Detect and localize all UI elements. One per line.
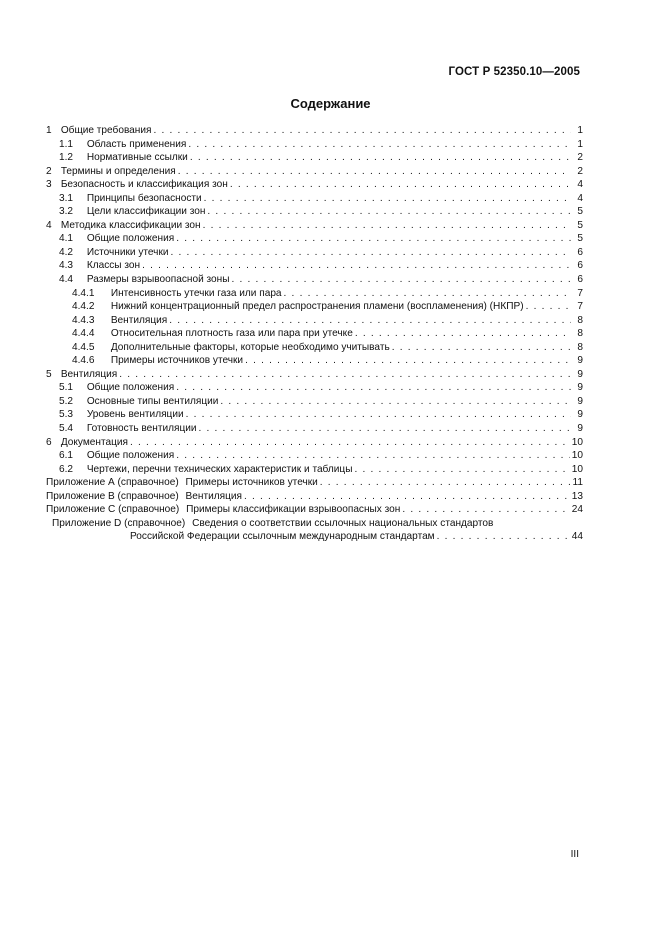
toc-entry-number: 1.1 xyxy=(59,138,74,150)
toc-appendix-entry-continued[interactable] xyxy=(46,530,583,544)
toc-entry[interactable] xyxy=(46,314,583,328)
toc-entry-title: Дополнительные факторы, которые необходимо учитывать xyxy=(110,341,390,353)
toc-entry-page: 9 xyxy=(577,395,583,407)
toc-entry-title: Уровень вентиляции xyxy=(86,409,184,421)
toc-entry-page: 6 xyxy=(577,274,583,286)
toc-entry[interactable] xyxy=(46,408,583,422)
toc-entry[interactable] xyxy=(46,300,583,314)
document-code: ГОСТ Р 52350.10—2005 xyxy=(448,66,580,78)
toc-entry-number: 3 xyxy=(46,179,52,191)
toc-entry[interactable] xyxy=(46,259,583,273)
toc-leader-dots xyxy=(220,395,571,409)
toc-entry-number: 5.1 xyxy=(59,382,74,394)
toc-leader-dots xyxy=(245,354,571,368)
toc-entry[interactable] xyxy=(46,449,583,463)
toc-entry-page: 5 xyxy=(577,233,583,245)
toc-entry-number: Приложение С (справочное) xyxy=(46,504,180,516)
toc-appendix-entry[interactable] xyxy=(46,476,583,490)
toc-entry-title: Нижний концентрационный предел распространения пламени (воспламенения) (НКПР) xyxy=(110,301,524,313)
toc-entry-number: 4.4.6 xyxy=(72,355,95,367)
toc-entry-title: Безопасность и классификация зон xyxy=(60,179,228,191)
toc-entry-number: 4.4.4 xyxy=(72,328,95,340)
toc-entry-title: Общие требования xyxy=(60,125,152,136)
toc-entry-page: 9 xyxy=(577,423,583,435)
toc-entry-number: 4.4 xyxy=(59,274,74,286)
toc-entry-number: 5.4 xyxy=(59,423,74,435)
toc-leader-dots xyxy=(207,205,571,219)
toc-entry-number: 5.2 xyxy=(59,395,74,407)
toc-entry-title: Примеры классификации взрывоопасных зон xyxy=(186,504,401,516)
toc-entry[interactable] xyxy=(46,219,583,233)
toc-entry-title: Примеры источников утечки xyxy=(185,477,318,489)
toc-leader-dots xyxy=(284,287,571,301)
toc-entry-number: 2 xyxy=(46,165,52,177)
toc-entry-title: Основные типы вентиляции xyxy=(86,395,219,407)
toc-entry-page: 8 xyxy=(577,328,583,340)
toc-leader-dots xyxy=(320,476,571,490)
toc-leader-dots xyxy=(188,138,571,152)
toc-leader-dots xyxy=(437,530,570,544)
toc-entry-number: 4.4.3 xyxy=(72,314,95,326)
toc-entry-page: 1 xyxy=(577,125,583,136)
toc-leader-dots xyxy=(176,232,571,246)
toc-entry-number: 4.4.5 xyxy=(72,341,95,353)
toc-entry-number: 3.1 xyxy=(59,192,74,204)
toc-entry-number: 4 xyxy=(46,219,52,231)
table-of-contents xyxy=(46,124,583,544)
toc-entry-number: 4.4.2 xyxy=(72,301,95,313)
toc-leader-dots xyxy=(354,463,569,477)
page-title: Содержание xyxy=(290,96,371,111)
toc-entry[interactable] xyxy=(46,354,583,368)
toc-entry[interactable] xyxy=(46,151,583,165)
toc-entry-title: Общие положения xyxy=(86,450,175,462)
toc-entry[interactable] xyxy=(46,341,583,355)
toc-entry[interactable] xyxy=(46,192,583,206)
toc-leader-dots xyxy=(230,178,571,192)
toc-leader-dots xyxy=(169,314,571,328)
toc-leader-dots xyxy=(190,151,571,165)
toc-entry-page: 6 xyxy=(577,246,583,258)
toc-entry[interactable] xyxy=(46,327,583,341)
toc-entry-page: 8 xyxy=(577,341,583,353)
toc-leader-dots xyxy=(526,300,571,314)
toc-entry-page: 13 xyxy=(571,490,583,502)
toc-entry-title: Чертежи, перечни технических характеристик и таблицы xyxy=(86,463,353,475)
toc-entry[interactable] xyxy=(46,273,583,287)
toc-entry-page: 10 xyxy=(571,450,583,462)
toc-entry-page: 7 xyxy=(577,287,583,299)
toc-entry-page: 2 xyxy=(577,152,583,164)
toc-entry-title: Готовность вентиляции xyxy=(86,423,197,435)
toc-leader-dots xyxy=(203,219,571,233)
toc-entry-number: 1 xyxy=(46,125,52,136)
toc-entry[interactable] xyxy=(46,246,583,260)
toc-entry-number: 5.3 xyxy=(59,409,74,421)
toc-entry-page: 8 xyxy=(577,314,583,326)
toc-entry[interactable] xyxy=(46,395,583,409)
toc-entry-number: 1.2 xyxy=(59,152,74,164)
toc-entry-number: Приложение В (справочное) xyxy=(46,490,179,502)
toc-leader-dots xyxy=(171,246,572,260)
toc-entry[interactable] xyxy=(46,436,583,450)
toc-appendix-entry[interactable] xyxy=(46,490,583,504)
toc-entry-page: 9 xyxy=(577,409,583,421)
toc-entry[interactable] xyxy=(46,463,583,477)
toc-entry[interactable] xyxy=(46,232,583,246)
toc-appendix-entry[interactable] xyxy=(46,503,583,517)
toc-leader-dots xyxy=(402,503,569,517)
toc-entry-title: Относительная плотность газа или пара при утечке xyxy=(110,328,353,340)
toc-entry-title: Область применения xyxy=(86,138,187,150)
toc-entry-page: 4 xyxy=(577,179,583,191)
toc-leader-dots xyxy=(130,436,570,450)
toc-entry[interactable] xyxy=(46,165,583,179)
toc-entry-title: Документация xyxy=(60,436,128,448)
toc-entry[interactable] xyxy=(46,381,583,395)
toc-leader-dots xyxy=(355,327,571,341)
toc-leader-dots xyxy=(244,490,570,504)
toc-entry-page: 7 xyxy=(577,301,583,313)
toc-leader-dots xyxy=(119,368,571,382)
toc-entry-number: 6.2 xyxy=(59,463,74,475)
toc-entry-title: Размеры взрывоопасной зоны xyxy=(86,274,230,286)
page-number: III xyxy=(570,849,579,860)
toc-leader-dots xyxy=(204,192,571,206)
toc-leader-dots xyxy=(186,408,571,422)
toc-entry-title: Интенсивность утечки газа или пара xyxy=(110,287,282,299)
toc-entry[interactable] xyxy=(46,368,583,382)
toc-entry[interactable] xyxy=(46,287,583,301)
toc-entry-title: Общие положения xyxy=(86,233,175,245)
toc-entry-page: 9 xyxy=(577,355,583,367)
toc-entry-number: 3.2 xyxy=(59,206,74,218)
toc-entry-title: Вентиляция xyxy=(110,314,168,326)
toc-entry[interactable] xyxy=(46,178,583,192)
toc-entry[interactable] xyxy=(46,124,583,138)
toc-entry-page: 2 xyxy=(577,165,583,177)
toc-leader-dots xyxy=(153,124,571,138)
toc-entry-number: 5 xyxy=(46,368,52,380)
toc-entry-number: 4.2 xyxy=(59,246,74,258)
toc-entry-title: Вентиляция xyxy=(60,368,118,380)
toc-entry-title: Вентиляция xyxy=(185,490,242,502)
toc-entry-title: Примеры источников утечки xyxy=(110,355,244,367)
toc-entry-title: Принципы безопасности xyxy=(86,192,202,204)
toc-leader-dots xyxy=(392,341,571,355)
toc-entry-title: Методика классификации зон xyxy=(60,219,201,231)
toc-entry-number: Приложение А (справочное) xyxy=(46,477,179,489)
toc-entry-page: 10 xyxy=(571,463,583,475)
toc-entry-title: Источники утечки xyxy=(86,246,169,258)
toc-entry-page: 24 xyxy=(571,504,583,516)
toc-entry-number: 4.3 xyxy=(59,260,74,272)
toc-entry-page: 9 xyxy=(577,382,583,394)
toc-entry-page: 5 xyxy=(577,206,583,218)
toc-entry-number: 4.4.1 xyxy=(72,287,95,299)
toc-entry-page: 11 xyxy=(572,477,583,489)
toc-leader-dots xyxy=(176,449,570,463)
toc-entry-title: Термины и определения xyxy=(60,165,176,177)
toc-entry-title: Общие положения xyxy=(86,382,175,394)
toc-entry-number: Приложение D (справочное) xyxy=(52,517,186,529)
toc-entry-title: Цели классификации зон xyxy=(86,206,206,218)
toc-entry-page: 5 xyxy=(577,219,583,231)
toc-entry-number: 4.1 xyxy=(59,233,74,245)
toc-entry-page: 44 xyxy=(571,531,583,543)
toc-entry-page: 1 xyxy=(577,138,583,150)
toc-entry[interactable] xyxy=(46,422,583,436)
toc-entry-page: 4 xyxy=(577,192,583,204)
toc-entry-number: 6.1 xyxy=(59,450,74,462)
toc-entry-page: 6 xyxy=(577,260,583,272)
toc-entry-title: Классы зон xyxy=(86,260,141,272)
toc-leader-dots xyxy=(232,273,572,287)
toc-leader-dots xyxy=(176,381,571,395)
toc-entry[interactable] xyxy=(46,138,583,152)
toc-entry-page: 9 xyxy=(577,368,583,380)
toc-leader-dots xyxy=(142,259,571,273)
toc-entry[interactable] xyxy=(46,205,583,219)
toc-leader-dots xyxy=(178,165,571,179)
toc-leader-dots xyxy=(199,422,571,436)
toc-entry-title: Сведения о соответствии ссылочных национальных стандартов xyxy=(192,517,494,529)
toc-entry-title: Нормативные ссылки xyxy=(86,152,188,164)
toc-appendix-entry[interactable] xyxy=(46,517,583,531)
toc-entry-title: Российской Федерации ссылочным международным стандартам xyxy=(130,531,435,543)
toc-entry-number: 6 xyxy=(46,436,52,448)
toc-entry-page: 10 xyxy=(571,436,583,448)
